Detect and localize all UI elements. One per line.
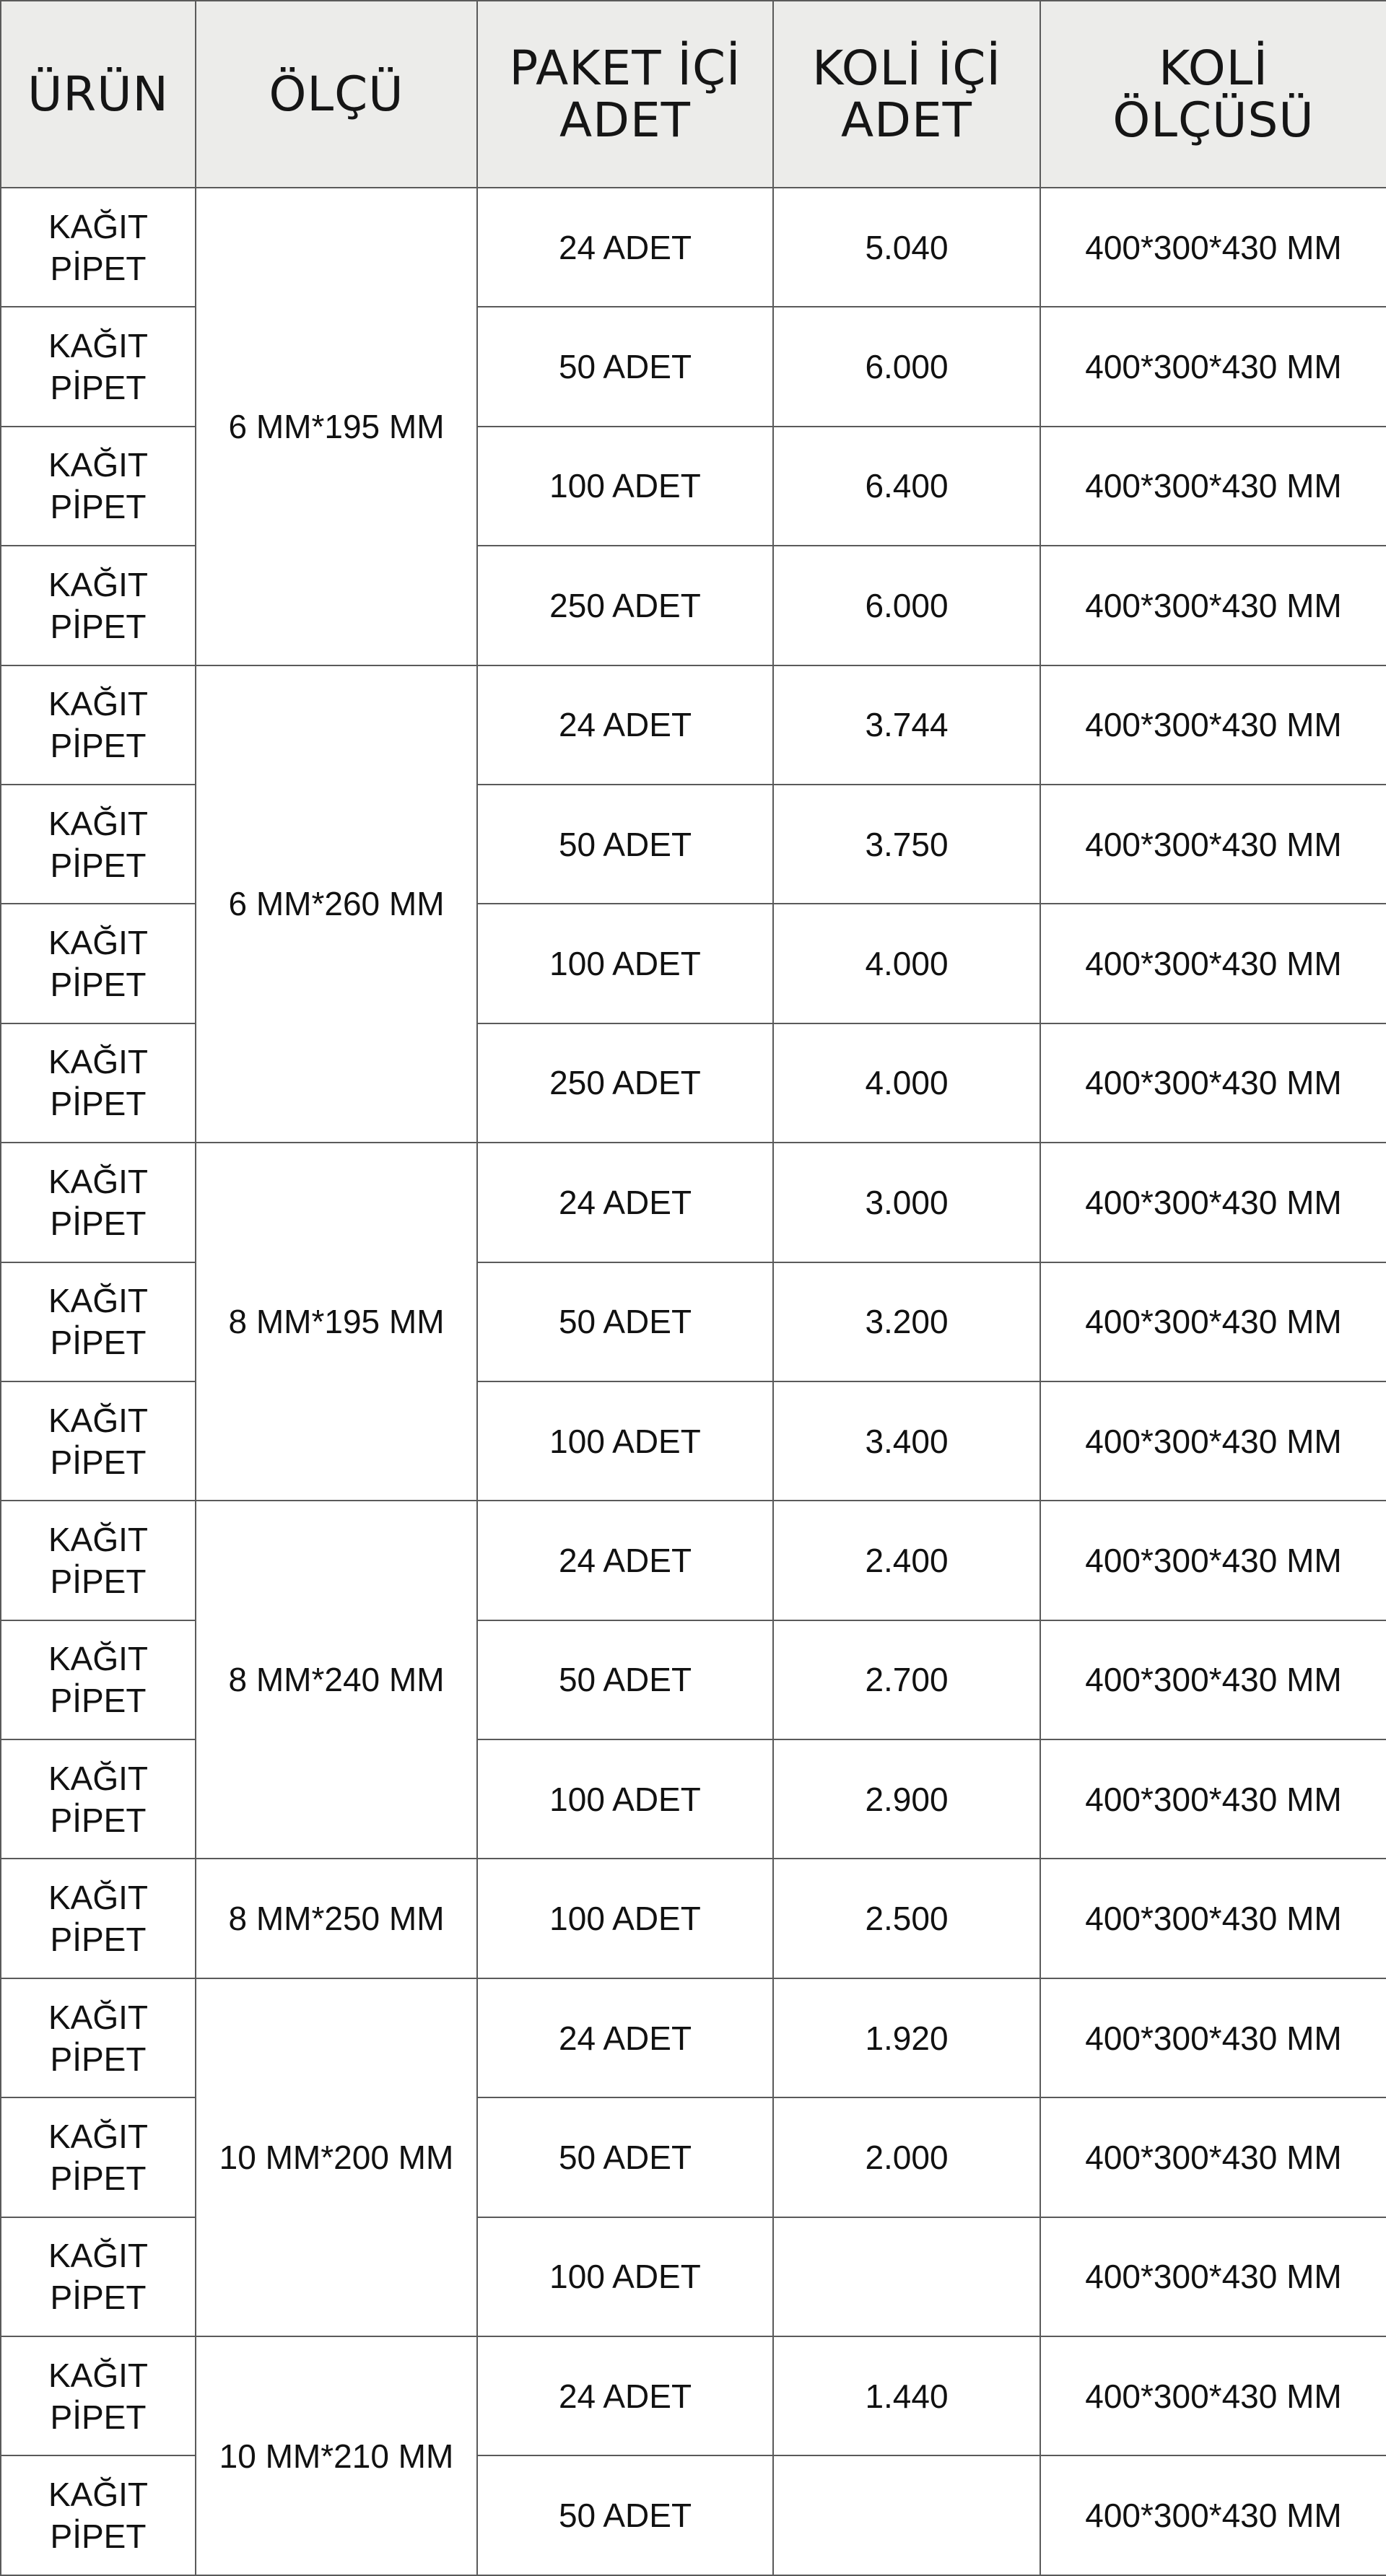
product-cell bbox=[1, 307, 196, 426]
table-row bbox=[1, 1978, 1386, 2097]
pack-qty-cell: 50 ADET bbox=[477, 307, 773, 426]
box-qty-cell bbox=[773, 2455, 1040, 2575]
product-cell bbox=[1, 546, 196, 665]
box-qty-cell: 2.400 bbox=[773, 1501, 1040, 1620]
product-cell-line: KAĞIT bbox=[48, 1520, 149, 1558]
box-size-cell: 400*300*430 MM bbox=[1040, 2097, 1386, 2217]
product-cell-line: KAĞIT bbox=[48, 1879, 149, 1917]
table-row bbox=[1, 1501, 1386, 1620]
table-row bbox=[1, 2336, 1386, 2455]
table-body bbox=[1, 188, 1386, 2575]
product-cell-line: PİPET bbox=[50, 249, 147, 287]
product-cell bbox=[1, 1739, 196, 1859]
product-cell-line: PİPET bbox=[50, 2159, 147, 2197]
header-box-qty-line-2: ADET bbox=[841, 92, 972, 148]
pack-qty-cell: 100 ADET bbox=[477, 1739, 773, 1859]
product-cell-line: PİPET bbox=[50, 1085, 147, 1123]
pack-qty-cell: 24 ADET bbox=[477, 1501, 773, 1620]
size-cell: 6 MM*195 MM bbox=[196, 188, 477, 665]
product-cell bbox=[1, 1501, 196, 1620]
product-cell-line: PİPET bbox=[50, 966, 147, 1004]
product-cell-line: PİPET bbox=[50, 488, 147, 526]
header-row bbox=[1, 1, 1386, 188]
product-cell-line: KAĞIT bbox=[48, 1401, 149, 1439]
product-cell bbox=[1, 1859, 196, 1978]
header-box-size-line-2: ÖLÇÜSÜ bbox=[1112, 92, 1315, 148]
box-size-cell: 400*300*430 MM bbox=[1040, 1381, 1386, 1501]
product-cell bbox=[1, 427, 196, 546]
product-cell-line: PİPET bbox=[50, 2040, 147, 2078]
box-qty-cell: 2.900 bbox=[773, 1739, 1040, 1859]
pack-qty-cell: 100 ADET bbox=[477, 1381, 773, 1501]
pack-qty-cell: 250 ADET bbox=[477, 546, 773, 665]
pack-qty-cell: 50 ADET bbox=[477, 1620, 773, 1739]
product-cell-line: KAĞIT bbox=[48, 2117, 149, 2155]
box-size-cell: 400*300*430 MM bbox=[1040, 2217, 1386, 2336]
size-cell: 6 MM*260 MM bbox=[196, 665, 477, 1143]
box-qty-cell: 3.000 bbox=[773, 1143, 1040, 1262]
box-qty-cell: 2.000 bbox=[773, 2097, 1040, 2217]
product-cell-line: KAĞIT bbox=[48, 924, 149, 962]
table-row bbox=[1, 1143, 1386, 1262]
header-box-size bbox=[1040, 1, 1386, 188]
box-size-cell: 400*300*430 MM bbox=[1040, 1859, 1386, 1978]
pack-qty-cell: 250 ADET bbox=[477, 1023, 773, 1143]
product-cell-line: PİPET bbox=[50, 369, 147, 407]
header-product-line: ÜRÜN bbox=[27, 66, 169, 122]
table-header bbox=[1, 1, 1386, 188]
pack-qty-cell: 24 ADET bbox=[477, 665, 773, 785]
box-size-cell: 400*300*430 MM bbox=[1040, 1739, 1386, 1859]
box-size-cell: 400*300*430 MM bbox=[1040, 188, 1386, 307]
product-cell-line: KAĞIT bbox=[48, 1640, 149, 1678]
header-pack-qty-line-1: PAKET İÇİ bbox=[509, 40, 741, 96]
product-cell-line: PİPET bbox=[50, 1921, 147, 1959]
box-qty-cell: 3.400 bbox=[773, 1381, 1040, 1501]
table-row bbox=[1, 665, 1386, 785]
header-box-qty-line-1: KOLİ İÇİ bbox=[812, 40, 1001, 96]
product-cell bbox=[1, 1262, 196, 1381]
product-cell-line: KAĞIT bbox=[48, 1162, 149, 1200]
product-cell-line: KAĞIT bbox=[48, 2476, 149, 2514]
product-cell-line: PİPET bbox=[50, 2398, 147, 2436]
box-size-cell: 400*300*430 MM bbox=[1040, 1978, 1386, 2097]
product-cell bbox=[1, 785, 196, 904]
product-cell-line: KAĞIT bbox=[48, 327, 149, 365]
box-qty-cell: 3.744 bbox=[773, 665, 1040, 785]
product-cell-line: PİPET bbox=[50, 1204, 147, 1242]
header-size bbox=[196, 1, 477, 188]
box-qty-cell: 5.040 bbox=[773, 188, 1040, 307]
box-qty-cell: 4.000 bbox=[773, 1023, 1040, 1143]
box-qty-cell bbox=[773, 2217, 1040, 2336]
box-qty-cell: 1.440 bbox=[773, 2336, 1040, 2455]
box-size-cell: 400*300*430 MM bbox=[1040, 785, 1386, 904]
pack-qty-cell: 24 ADET bbox=[477, 1143, 773, 1262]
box-size-cell: 400*300*430 MM bbox=[1040, 307, 1386, 426]
pack-qty-cell: 100 ADET bbox=[477, 427, 773, 546]
product-cell-line: PİPET bbox=[50, 2279, 147, 2317]
header-size-line: ÖLÇÜ bbox=[269, 66, 404, 122]
box-qty-cell: 2.500 bbox=[773, 1859, 1040, 1978]
product-cell-line: KAĞIT bbox=[48, 804, 149, 842]
pack-qty-cell: 24 ADET bbox=[477, 188, 773, 307]
box-size-cell: 400*300*430 MM bbox=[1040, 546, 1386, 665]
product-cell-line: PİPET bbox=[50, 1324, 147, 1362]
header-pack-qty-line-2: ADET bbox=[559, 92, 691, 148]
product-cell-line: KAĞIT bbox=[48, 685, 149, 723]
box-qty-cell: 2.700 bbox=[773, 1620, 1040, 1739]
pack-qty-cell: 100 ADET bbox=[477, 2217, 773, 2336]
box-size-cell: 400*300*430 MM bbox=[1040, 665, 1386, 785]
product-cell-line: PİPET bbox=[50, 2518, 147, 2556]
product-cell-line: PİPET bbox=[50, 727, 147, 765]
product-cell bbox=[1, 1023, 196, 1143]
box-qty-cell: 6.000 bbox=[773, 546, 1040, 665]
box-size-cell: 400*300*430 MM bbox=[1040, 1023, 1386, 1143]
size-cell: 8 MM*250 MM bbox=[196, 1859, 477, 1978]
product-cell-line: KAĞIT bbox=[48, 565, 149, 603]
pack-qty-cell: 50 ADET bbox=[477, 1262, 773, 1381]
product-cell-line: KAĞIT bbox=[48, 1998, 149, 2036]
product-cell-line: PİPET bbox=[50, 1443, 147, 1481]
product-cell bbox=[1, 1978, 196, 2097]
table-row bbox=[1, 188, 1386, 307]
pack-qty-cell: 50 ADET bbox=[477, 2097, 773, 2217]
box-size-cell: 400*300*430 MM bbox=[1040, 2455, 1386, 2575]
pack-qty-cell: 50 ADET bbox=[477, 2455, 773, 2575]
box-qty-cell: 1.920 bbox=[773, 1978, 1040, 2097]
box-qty-cell: 3.750 bbox=[773, 785, 1040, 904]
pack-qty-cell: 24 ADET bbox=[477, 2336, 773, 2455]
box-size-cell: 400*300*430 MM bbox=[1040, 904, 1386, 1023]
box-size-cell: 400*300*430 MM bbox=[1040, 1620, 1386, 1739]
box-size-cell: 400*300*430 MM bbox=[1040, 1262, 1386, 1381]
box-qty-cell: 3.200 bbox=[773, 1262, 1040, 1381]
product-cell bbox=[1, 1620, 196, 1739]
size-cell: 10 MM*210 MM bbox=[196, 2336, 477, 2575]
product-cell bbox=[1, 2097, 196, 2217]
product-cell-line: KAĞIT bbox=[48, 207, 149, 245]
product-cell bbox=[1, 1143, 196, 1262]
product-cell-line: KAĞIT bbox=[48, 1282, 149, 1320]
product-cell bbox=[1, 665, 196, 785]
table-row bbox=[1, 1859, 1386, 1978]
product-cell bbox=[1, 1381, 196, 1501]
box-qty-cell: 6.400 bbox=[773, 427, 1040, 546]
product-cell-line: KAĞIT bbox=[48, 1759, 149, 1797]
box-qty-cell: 4.000 bbox=[773, 904, 1040, 1023]
box-size-cell: 400*300*430 MM bbox=[1040, 1143, 1386, 1262]
pack-qty-cell: 100 ADET bbox=[477, 1859, 773, 1978]
product-cell-line: PİPET bbox=[50, 1562, 147, 1600]
box-qty-cell: 6.000 bbox=[773, 307, 1040, 426]
product-cell-line: KAĞIT bbox=[48, 2356, 149, 2394]
product-cell bbox=[1, 2217, 196, 2336]
product-cell-line: PİPET bbox=[50, 1801, 147, 1839]
product-cell bbox=[1, 188, 196, 307]
product-cell-line: PİPET bbox=[50, 1682, 147, 1720]
product-cell-line: PİPET bbox=[50, 846, 147, 884]
box-size-cell: 400*300*430 MM bbox=[1040, 1501, 1386, 1620]
size-cell: 8 MM*240 MM bbox=[196, 1501, 477, 1859]
header-pack-qty bbox=[477, 1, 773, 188]
size-cell: 8 MM*195 MM bbox=[196, 1143, 477, 1501]
header-box-qty bbox=[773, 1, 1040, 188]
product-cell-line: KAĞIT bbox=[48, 2237, 149, 2275]
size-cell: 10 MM*200 MM bbox=[196, 1978, 477, 2336]
product-cell bbox=[1, 2336, 196, 2455]
product-cell bbox=[1, 904, 196, 1023]
box-size-cell: 400*300*430 MM bbox=[1040, 427, 1386, 546]
box-size-cell: 400*300*430 MM bbox=[1040, 2336, 1386, 2455]
pack-qty-cell: 100 ADET bbox=[477, 904, 773, 1023]
product-cell-line: KAĞIT bbox=[48, 446, 149, 484]
pack-qty-cell: 50 ADET bbox=[477, 785, 773, 904]
product-cell-line: KAĞIT bbox=[48, 1043, 149, 1081]
product-cell bbox=[1, 2455, 196, 2575]
product-cell-line: PİPET bbox=[50, 607, 147, 645]
header-product bbox=[1, 1, 196, 188]
header-box-size-line-1: KOLİ bbox=[1159, 40, 1268, 96]
pack-qty-cell: 24 ADET bbox=[477, 1978, 773, 2097]
